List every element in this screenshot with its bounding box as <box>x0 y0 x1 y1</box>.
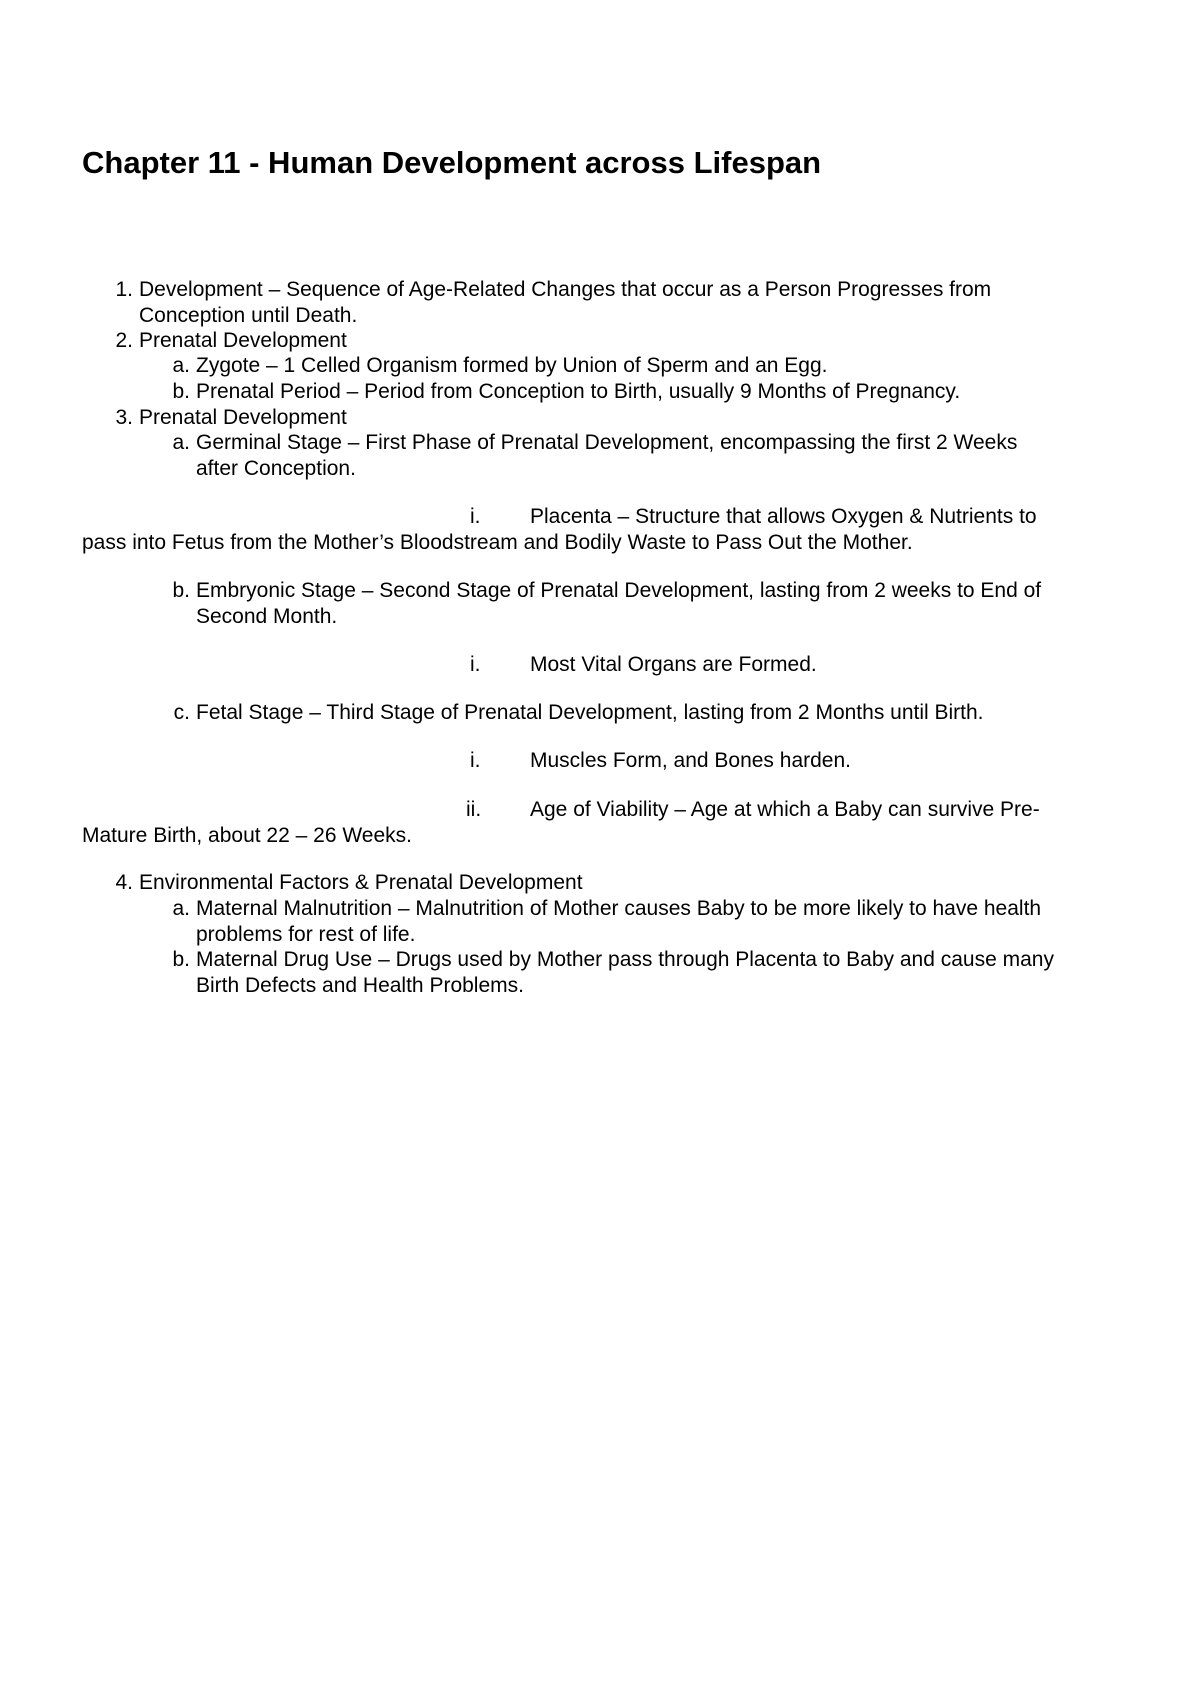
sub-item-4a-continuation: problems for rest of life. <box>196 923 416 946</box>
list-marker: 3. <box>115 406 133 429</box>
list-item-text: Prenatal Period – Period from Conception to Birth, usually 9 Months of Pregnancy. <box>196 380 961 403</box>
sub-item-2a <box>160 353 828 379</box>
list-marker: b. <box>172 948 190 971</box>
list-marker: a. <box>172 354 190 377</box>
list-item-text: Prenatal Development <box>139 329 347 352</box>
list-item-text: Muscles Form, and Bones harden. <box>530 749 851 772</box>
list-item-4 <box>100 870 583 896</box>
list-marker: i. <box>470 505 481 528</box>
list-marker: i. <box>470 749 481 772</box>
list-marker: 2. <box>115 329 133 352</box>
list-item-text: Zygote – 1 Celled Organism formed by Union of Sperm and an Egg. <box>196 354 828 377</box>
list-marker: 1. <box>115 278 133 301</box>
sub-item-3a-continuation: after Conception. <box>196 457 356 480</box>
list-item-text: Most Vital Organs are Formed. <box>530 653 817 676</box>
point-3c-ii <box>466 797 1040 823</box>
list-marker: 4. <box>115 871 133 894</box>
list-item-3 <box>100 405 347 431</box>
list-marker: b. <box>172 380 190 403</box>
list-marker: ii. <box>466 798 482 821</box>
point-3a-i <box>470 504 1037 530</box>
list-item-text: Prenatal Development <box>139 406 347 429</box>
sub-item-4b <box>160 947 1054 973</box>
page-title: Chapter 11 - Human Development across Lifespan <box>82 145 822 180</box>
list-item-1 <box>100 277 991 303</box>
list-item-text: Germinal Stage – First Phase of Prenatal Development, encompassing the first 2 Weeks <box>196 431 1018 454</box>
sub-item-3b <box>160 578 1041 604</box>
list-marker: b. <box>172 579 190 602</box>
list-item-text: Age of Viability – Age at which a Baby can survive Pre- <box>530 798 1040 821</box>
list-item-text: Embryonic Stage – Second Stage of Prenatal Development, lasting from 2 weeks to End of <box>196 579 1042 602</box>
list-item-text: Maternal Malnutrition – Malnutrition of Mother causes Baby to be more likely to have health <box>196 897 1042 920</box>
list-item-text: Environmental Factors & Prenatal Development <box>139 871 583 894</box>
list-item-text: Development – Sequence of Age-Related Changes that occur as a Person Progresses from <box>139 278 992 301</box>
list-item-2 <box>100 328 347 354</box>
list-item-1-continuation: Conception until Death. <box>139 304 358 327</box>
sub-item-4a <box>160 896 1041 922</box>
sub-item-3c <box>160 700 984 726</box>
list-marker: a. <box>172 431 190 454</box>
point-3b-i <box>470 652 817 678</box>
list-marker: c. <box>173 701 190 724</box>
list-marker: a. <box>172 897 190 920</box>
point-3c-ii-continuation: Mature Birth, about 22 – 26 Weeks. <box>82 824 412 847</box>
point-3c-i <box>470 748 851 774</box>
sub-item-3b-continuation: Second Month. <box>196 605 338 628</box>
list-item-text: Fetal Stage – Third Stage of Prenatal Development, lasting from 2 Months until Birth. <box>196 701 984 724</box>
sub-item-4b-continuation: Birth Defects and Health Problems. <box>196 974 524 997</box>
point-3a-i-continuation: pass into Fetus from the Mother’s Bloodstream and Bodily Waste to Pass Out the Mother. <box>82 531 913 554</box>
list-item-text: Maternal Drug Use – Drugs used by Mother pass through Placenta to Baby and cause many <box>196 948 1054 971</box>
sub-item-3a <box>160 430 1017 456</box>
list-marker: i. <box>470 653 481 676</box>
list-item-text: Placenta – Structure that allows Oxygen & Nutrients to <box>530 505 1037 528</box>
sub-item-2b <box>160 379 960 405</box>
